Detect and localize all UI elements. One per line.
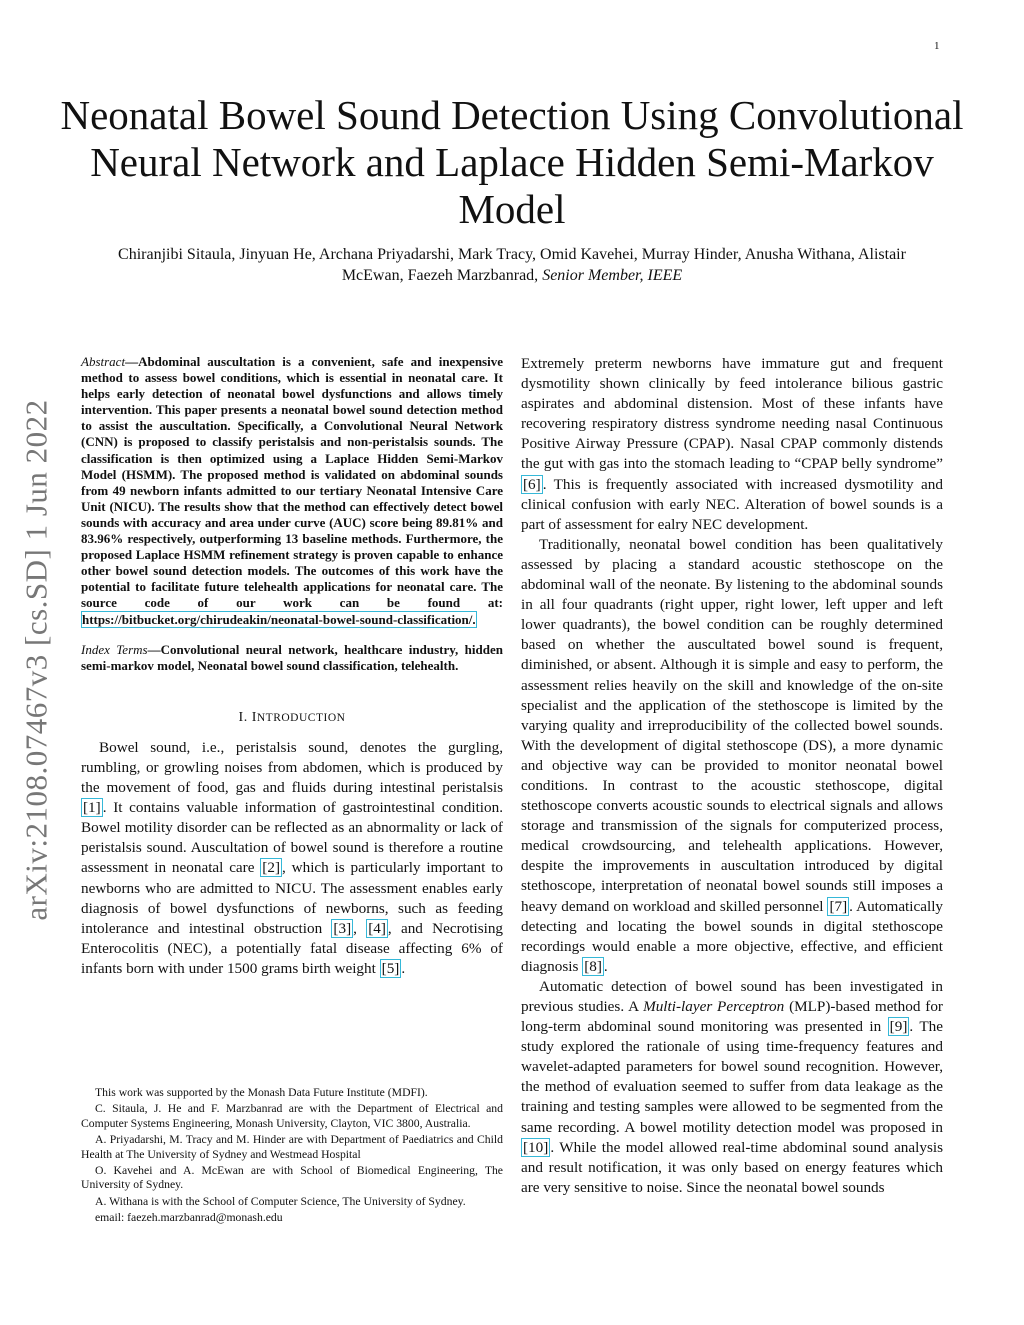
text-run: . While the model allowed real-time abdominal sound analysis and result notification, it was only based on energy features which are very sensitive to noise. Since the neonatal bowel sounds (521, 1138, 943, 1196)
paper-title: Neonatal Bowel Sound Detection Using Convolutional Neural Network and Laplace Hidden Semi-Markov Model (60, 92, 964, 232)
citation-3[interactable]: [3] (333, 919, 352, 937)
text-run: . Automatically detecting and locating the bowel sounds in digital stethoscope recordings would enable a more objective, effective, and efficient diagnosis (521, 897, 944, 975)
section-title: NTRODUCTION (256, 711, 346, 724)
source-code-link[interactable]: https://bitbucket.org/chirudeakin/neonatal-bowel-sound-classification/. (82, 611, 476, 627)
citation-9[interactable]: [9] (889, 1018, 908, 1036)
body-paragraph (521, 354, 943, 535)
text-run: Automatic detection of bowel sound has been investigated in previous studies. A (521, 977, 943, 1015)
body-paragraph (521, 977, 943, 1198)
text-run: . It contains valuable information of gastrointestinal condition. Bowel motility disorder can be reflected as an abnormality or lack of peristalsis sound. Auscultation of bowel sound is therefore a routine assessment in neonatal care (81, 799, 503, 877)
text-run: . This is frequently associated with increased dysmotility and clinical confusion with early NEC. Alteration of bowel sounds is a part of assessment for ealry NEC development. (521, 475, 943, 533)
text-run: . (603, 957, 608, 975)
index-terms-text: —Convolutional neural network, healthcare industry, hidden semi-markov model, Neonatal bowel sound classification, telehealth. (81, 641, 503, 673)
abstract (81, 354, 503, 628)
right-column (521, 354, 943, 1198)
footnote-affiliation: A. Priyadarshi, M. Tracy and M. Hinder are with Department of Paediatrics and Child Health at The University of Sydney and Westmead Hospital (81, 1133, 503, 1161)
footnote-email: email: faezeh.marzbanrad@monash.edu (95, 1211, 283, 1225)
text-run: (MLP)-based method for long-term abdominal sound monitoring was presented in (521, 998, 943, 1036)
footnote-funding: This work was supported by the Monash Data Future Institute (MDFI). (95, 1086, 428, 1099)
text-run: . The study explored the rationale of using time-frequency features and wavelet-adapted parameters for bowel sound recognition. However, the method of evaluation seemed to suffer from data leakage as the training and testing samples were allowed to be segmented from the same recording. A bowel motility detection model was proposed in (521, 1018, 943, 1136)
citation-5[interactable]: [5] (381, 959, 400, 977)
index-terms (81, 642, 503, 674)
text-run: , and Necrotising Enterocolitis (NEC), a potentially fatal disease affecting 6% of infants born with under 1500 grams birth weight (81, 919, 504, 977)
text-run: , which is particularly important to newborns who are admitted to NICU. The assessment enables early diagnosis of bowel dysfunctions of newborns, such as feeding intolerance and intestinal obstruction (81, 859, 504, 937)
text-run: . (401, 959, 406, 977)
section-heading-introduction (81, 708, 503, 728)
page-number: 1 (934, 40, 940, 52)
text-run: Traditionally, neonatal bowel condition has been qualitatively assessed by placing a standard acoustic stethoscope on the abdominal wall of the neonate. By listening to the abdominal sounds in all four quadrants (right upper, right lower, left upper and left lower quadrants), the bowel condition can be roughly determined based on whether the auscultated bowel sound is frequent, diminished, or absent. Although it is simple and easy to perform, the assessment relies heavily on the skill and knowledge of the on-site specialist and the application of the stethoscope is limited by the varying quality and irreproducibility of the collected bowel sounds. With the development of digital stethoscope (DS), a more dynamic and objective way can be provided to monitor neonatal bowel conditions. In contrast to the acoustic stethoscope, digital stethoscope converts acoustic sounds to electrical signals and allows storage and transmission of the signals for computerized process, medical crowdsourcing, and telehealth applications. However, despite the improvements in auscultation introduced by digital stethoscope, interpretation of neonatal bowel sounds still imposes a heavy demand on workload and skilled personnel (521, 535, 943, 915)
index-terms-label: Index Terms (81, 641, 148, 657)
section-number: I. I (238, 709, 257, 725)
abstract-label: Abstract (81, 354, 126, 369)
body-paragraph (521, 535, 943, 977)
abstract-text: —Abdominal auscultation is a convenient, safe and inexpensive method to assess bowel conditions, which is essential in neonatal care. It helps early detection of neonatal bowel dysfunctions and allows timely intervention. This paper presents a neonatal bowel sound detection method to assist the auscultation. Specifically, a Convolutional Neural Network (CNN) is proposed to classify peristalsis and non-peristalsis sounds. The classification is then optimized using a Laplace Hidden Semi-Markov Model (HSMM). The proposed method is validated on abdominal sounds from 49 newborn infants admitted to our tertiary Neonatal Intensive Care Unit (NICU). The results show that the method can effectively detect bowel sounds with accuracy and area under curve (AUC) score being 89.81% and 83.96% respectively, outperforming 13 baseline methods. Furthermore, the proposed Laplace HSMM refinement strategy is proven capable to enhance other bowel sound detection models. The outcomes of this work have the potential to facilitate future telehealth applications for neonatal care. The source code of our work can be found at: (81, 354, 503, 611)
citation-4[interactable]: [4] (368, 919, 386, 937)
citation-2[interactable]: [2] (262, 859, 281, 877)
footnote-affiliation: O. Kavehei and A. McEwan are with School of Biomedical Engineering, The University of Sydney. (81, 1164, 503, 1192)
citation-10[interactable]: [10] (523, 1138, 549, 1156)
text-run: Bowel sound, i.e., peristalsis sound, denotes the gurgling, rumbling, or growling noises from abdomen, which is produced by the movement of food, gas and fluids during intestinal peristalsis (81, 738, 503, 797)
citation-7[interactable]: [7] (829, 897, 848, 915)
text-run: , (353, 919, 367, 937)
arxiv-sidebar (12, 370, 62, 950)
footnotes (81, 1086, 503, 1228)
author-list (90, 244, 934, 286)
citation-1[interactable]: [1] (83, 799, 101, 817)
citation-8[interactable]: [8] (584, 957, 602, 975)
footnote-affiliation: C. Sitaula, J. He and F. Marzbanrad are with the Department of Electrical and Computer Systems Engineering, Monash University, Clayton, VIC 3800, Australia. (81, 1102, 503, 1130)
emphasis-text: Multi-layer Perceptron (643, 998, 785, 1015)
text-run: Extremely preterm newborns have immature gut and frequent dysmotility shown clinically by feed intolerance bilious gastric aspirates and abdominal distension. Most of these infants have recovering respiratory distress syndrome needing nasal Continuous Positive Airway Pressure (CPAP). Nasal CPAP commonly distends the gut with gas into the stomach leading to “CPAP belly syndrome” (521, 355, 943, 473)
intro-paragraph (81, 738, 503, 979)
author-names: Chiranjibi Sitaula, Jinyuan He, Archana Priyadarshi, Mark Tracy, Omid Kavehei, Murray Hinder, Anusha Withana, Alistair McEwan, Faezeh Marzbanrad, (118, 246, 906, 284)
footnote-affiliation: A. Withana is with the School of Computer Science, The University of Sydney. (95, 1194, 466, 1208)
author-role: Senior Member, IEEE (542, 267, 683, 284)
left-column (81, 354, 503, 979)
arxiv-identifier: arXiv:2108.07467v3 [cs.SD] 1 Jun 2022 (19, 399, 55, 921)
citation-6[interactable]: [6] (523, 475, 541, 493)
